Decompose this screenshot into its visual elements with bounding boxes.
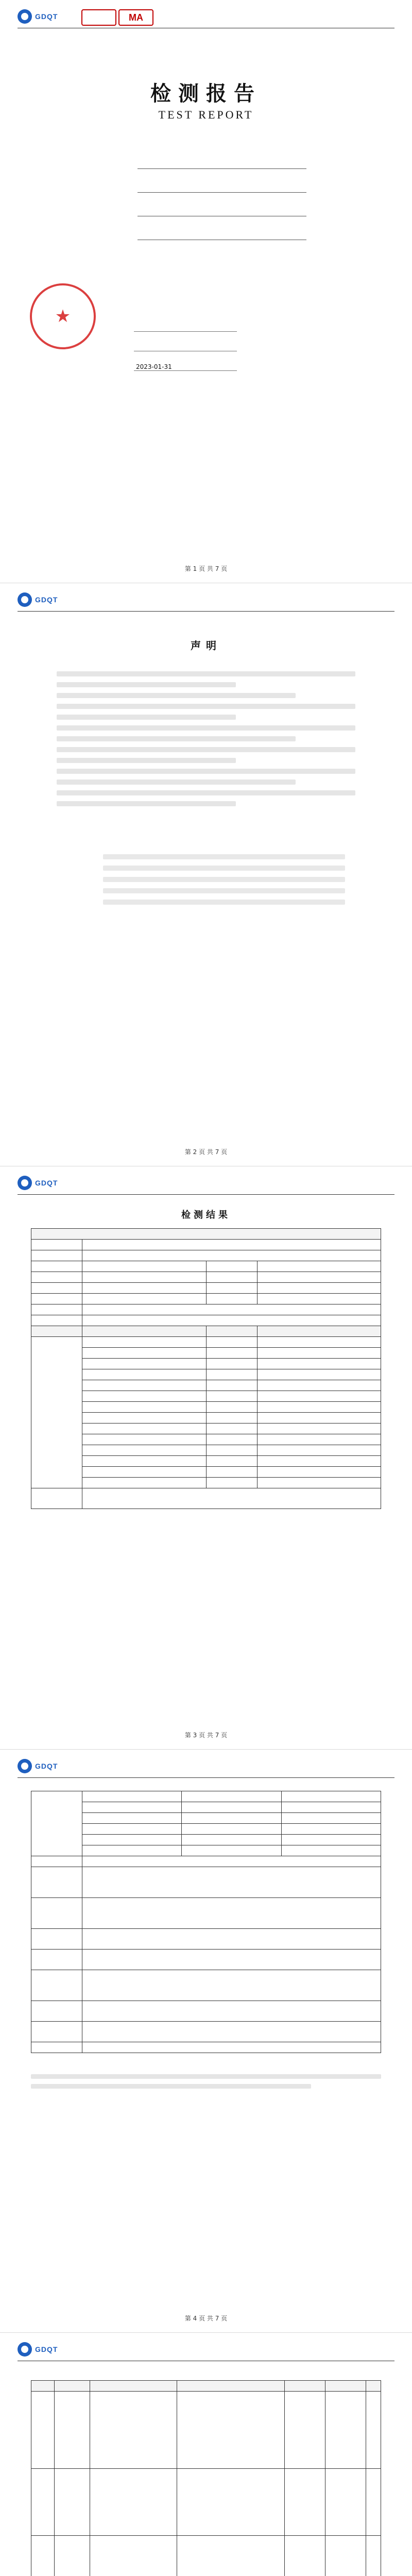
table-cell <box>82 1445 207 1456</box>
table-row <box>31 1456 381 1467</box>
table-cell <box>82 1240 381 1250</box>
field-value-line <box>138 182 306 193</box>
column-header <box>31 2381 55 2392</box>
table-cell <box>257 1402 381 1413</box>
company-logo <box>18 1176 79 1190</box>
table-cell <box>82 1283 207 1294</box>
table-cell <box>82 1348 207 1359</box>
field-value-line <box>138 206 306 216</box>
logo-mark-icon <box>18 9 32 24</box>
column-header <box>90 2381 177 2392</box>
table-cell <box>257 1359 381 1369</box>
certification-badge: MA <box>118 9 153 26</box>
table-row <box>31 1283 381 1294</box>
table-cell <box>257 1391 381 1402</box>
table-cell <box>82 1970 381 2001</box>
table-cell <box>206 1391 257 1402</box>
statement-title: 声明 <box>191 639 221 652</box>
signature-row <box>103 319 237 332</box>
table-cell <box>82 2001 381 2022</box>
table-cell <box>257 1423 381 1434</box>
table-row <box>31 1359 381 1369</box>
signature-line <box>134 322 237 332</box>
table-cell <box>82 1272 207 1283</box>
table-cell <box>82 1898 381 1929</box>
signature-row <box>103 339 237 351</box>
page-footer: 第 2 页 共 7 页 <box>184 1148 228 1156</box>
table-cell <box>257 1478 381 1488</box>
table-cell <box>82 1856 381 1867</box>
table-cell <box>206 1369 257 1380</box>
table-cell <box>281 1791 381 1802</box>
table-cell <box>182 1835 281 1845</box>
table-cell <box>206 1283 257 1294</box>
company-logo <box>18 1759 79 1773</box>
text-line <box>57 693 296 698</box>
table-cell <box>366 2392 381 2469</box>
table-cell <box>31 1488 82 1509</box>
table-cell <box>31 2042 82 2053</box>
field-value-line <box>138 229 306 240</box>
signature-block <box>103 319 237 378</box>
table-row <box>31 1304 381 1315</box>
text-line <box>31 2084 311 2089</box>
table-row <box>31 1835 381 1845</box>
header-divider <box>18 1777 394 1778</box>
signature-line <box>134 361 237 371</box>
table-cell <box>82 1824 182 1835</box>
table-row <box>31 2392 381 2469</box>
header-divider <box>18 1194 394 1195</box>
table-cell <box>177 2392 285 2469</box>
official-seal-icon: ★ <box>30 283 96 349</box>
text-line <box>57 682 236 687</box>
table-cell <box>82 1456 207 1467</box>
logo-mark-icon <box>18 592 32 607</box>
table-cell <box>82 1802 182 1813</box>
table-cell <box>325 2392 366 2469</box>
contact-row <box>57 874 345 885</box>
table-cell <box>325 2469 366 2536</box>
text-line <box>57 725 355 731</box>
certification-badge <box>81 9 116 26</box>
table-cell <box>31 1240 82 1250</box>
company-logo <box>18 592 79 607</box>
table-cell <box>281 1845 381 1856</box>
contact-row <box>57 896 345 908</box>
table-cell <box>257 1467 381 1478</box>
table-cell <box>257 1456 381 1467</box>
logo-mark-icon <box>18 1176 32 1190</box>
table-cell <box>82 1835 182 1845</box>
table-cell <box>177 2536 285 2576</box>
table-cell <box>82 1369 207 1380</box>
table-cell <box>82 1478 207 1488</box>
table-cell <box>82 1315 381 1326</box>
table-cell <box>257 1283 381 1294</box>
table-cell <box>257 1445 381 1456</box>
table-row <box>31 1261 381 1272</box>
cover-title: 检测报告 <box>150 82 262 106</box>
contact-row <box>57 862 345 874</box>
text-line <box>57 790 355 795</box>
table-cell <box>82 1467 207 1478</box>
table-cell <box>31 1250 82 1261</box>
column-header <box>55 2381 90 2392</box>
table-cell <box>281 1835 381 1845</box>
table-row <box>31 1402 381 1413</box>
table-cell <box>82 2022 381 2042</box>
table-cell <box>31 2022 82 2042</box>
table-cell <box>206 1456 257 1467</box>
table-cell <box>31 1867 82 1898</box>
table-row <box>31 1240 381 1250</box>
issue-date: 2023-01-31 <box>136 363 172 370</box>
table-cell <box>257 1326 381 1337</box>
table-cell <box>31 1326 82 1337</box>
table-row <box>31 1970 381 2001</box>
table-cell <box>82 1488 381 1509</box>
text-line <box>57 769 355 774</box>
table-cell <box>206 1326 257 1337</box>
table-cell <box>257 1413 381 1423</box>
table-row <box>31 1867 381 1898</box>
table-cell <box>90 2469 177 2536</box>
table-cell <box>31 1272 82 1283</box>
contact-value <box>103 900 345 905</box>
table-cell <box>182 1791 281 1802</box>
table-cell <box>182 1813 281 1824</box>
page-footer: 第 1 页 共 7 页 <box>184 565 228 572</box>
table-cell <box>31 2001 82 2022</box>
logo-wordmark: GDQT <box>35 12 58 21</box>
table-cell <box>82 2042 381 2053</box>
text-line <box>57 758 236 763</box>
table-row <box>31 1294 381 1304</box>
table-cell <box>55 2536 90 2576</box>
table-row <box>31 1929 381 1950</box>
table-cell <box>206 1337 257 1348</box>
cover-field-row <box>90 178 306 193</box>
table-cell <box>82 1294 207 1304</box>
table-cell <box>206 1272 257 1283</box>
table-cell <box>366 2469 381 2536</box>
table-cell <box>257 1369 381 1380</box>
text-line <box>57 747 355 752</box>
table-cell <box>31 1898 82 1929</box>
table-cell <box>182 1845 281 1856</box>
table-row <box>31 1380 381 1391</box>
logo-wordmark: GDQT <box>35 1762 58 1770</box>
table-row <box>31 1326 381 1337</box>
field-value-line <box>138 158 306 169</box>
table-cell <box>90 2536 177 2576</box>
page-2 <box>0 583 412 1166</box>
table-cell <box>177 2469 285 2536</box>
table-row <box>31 2469 381 2536</box>
table-cell <box>82 1402 207 1413</box>
table-cell <box>31 1294 82 1304</box>
table-cell <box>82 1950 381 1970</box>
table-cell <box>206 1413 257 1423</box>
table-cell <box>31 1283 82 1294</box>
table-cell <box>82 1813 182 1824</box>
contact-value <box>103 866 345 871</box>
header-divider <box>18 611 394 612</box>
equipment-table <box>31 1791 381 2053</box>
table-cell <box>182 1824 281 1835</box>
table-row <box>31 1950 381 1970</box>
table-cell <box>31 1304 82 1315</box>
table-row <box>31 2042 381 2053</box>
table-cell <box>281 1802 381 1813</box>
table-row <box>31 1445 381 1456</box>
table-row <box>31 1229 381 1240</box>
table-cell <box>82 1359 207 1369</box>
cover-subtitle: TEST REPORT <box>158 108 254 121</box>
table-cell <box>206 1445 257 1456</box>
table-cell <box>31 1950 82 1970</box>
results-table <box>31 1228 381 1509</box>
table-cell <box>257 1294 381 1304</box>
table-cell <box>285 2536 325 2576</box>
contact-value <box>103 888 345 893</box>
table-cell <box>31 1337 82 1488</box>
table-cell <box>82 1867 381 1898</box>
table-cell <box>206 1423 257 1434</box>
table-cell <box>257 1337 381 1348</box>
table-row <box>31 2001 381 2022</box>
table-row <box>31 1467 381 1478</box>
table-row <box>31 1413 381 1423</box>
column-header <box>285 2381 325 2392</box>
column-header <box>177 2381 285 2392</box>
company-logo <box>18 2342 79 2357</box>
table-cell <box>82 1304 381 1315</box>
logo-wordmark: GDQT <box>35 2345 58 2353</box>
table-row <box>31 2536 381 2576</box>
table-row <box>31 1250 381 1261</box>
logo-wordmark: GDQT <box>35 1179 58 1187</box>
table-cell <box>206 1434 257 1445</box>
logo-mark-icon <box>18 1759 32 1773</box>
table-cell <box>366 2536 381 2576</box>
text-line <box>57 779 296 785</box>
table-cell <box>257 1380 381 1391</box>
cover-field-list <box>90 155 306 249</box>
logo-mark-icon <box>18 2342 32 2357</box>
results-detail-table <box>31 2380 381 2576</box>
company-logo <box>18 9 79 24</box>
table-header-row <box>31 2381 381 2392</box>
table-cell <box>31 1261 82 1272</box>
contact-row <box>57 885 345 896</box>
table-row <box>31 1272 381 1283</box>
notes-block <box>31 2069 381 2094</box>
page-footer: 第 3 页 共 7 页 <box>184 1732 228 1739</box>
table-cell <box>82 1250 381 1261</box>
table-cell <box>55 2392 90 2469</box>
column-header <box>366 2381 381 2392</box>
contact-value <box>103 877 345 882</box>
table-row <box>31 1391 381 1402</box>
table-row <box>31 1898 381 1929</box>
text-line <box>31 2074 381 2079</box>
contact-row <box>57 851 345 862</box>
table-row <box>31 1802 381 1813</box>
table-cell <box>257 1434 381 1445</box>
table-row <box>31 1488 381 1509</box>
page-footer: 第 4 页 共 7 页 <box>184 2315 228 2322</box>
table-cell <box>206 1294 257 1304</box>
table-row <box>31 1423 381 1434</box>
page-5 <box>0 2333 412 2576</box>
results-title: 检测结果 <box>181 1210 231 1221</box>
table-row <box>31 1434 381 1445</box>
page-1 <box>0 0 412 583</box>
column-header <box>325 2381 366 2392</box>
table-cell <box>31 1856 82 1867</box>
table-cell <box>82 1391 207 1402</box>
text-line <box>57 704 355 709</box>
table-cell <box>257 1272 381 1283</box>
table-cell <box>325 2536 366 2576</box>
table-cell <box>82 1929 381 1950</box>
page-3 <box>0 1166 412 1749</box>
table-cell <box>31 2536 55 2576</box>
table-row <box>31 2022 381 2042</box>
table-cell <box>82 1423 207 1434</box>
contact-value <box>103 854 345 859</box>
table-cell <box>82 1434 207 1445</box>
table-cell <box>31 2392 55 2469</box>
table-row <box>31 1791 381 1802</box>
table-cell <box>82 1413 207 1423</box>
table-cell <box>31 1791 82 1856</box>
logo-wordmark: GDQT <box>35 596 58 604</box>
table-row <box>31 1813 381 1824</box>
table-row <box>31 1856 381 1867</box>
statement-paragraphs <box>57 666 355 812</box>
table-cell <box>182 1802 281 1813</box>
table-row <box>31 1845 381 1856</box>
table-row <box>31 1369 381 1380</box>
table-cell <box>285 2392 325 2469</box>
table-cell <box>206 1380 257 1391</box>
table-cell <box>31 1315 82 1326</box>
table-cell <box>82 1791 182 1802</box>
table-row <box>31 1348 381 1359</box>
table-cell <box>31 1970 82 2001</box>
table-cell <box>31 1229 381 1240</box>
table-cell <box>206 1348 257 1359</box>
cover-field-row <box>90 155 306 169</box>
text-line <box>57 801 236 806</box>
table-cell <box>31 1929 82 1950</box>
table-cell <box>82 1337 207 1348</box>
text-line <box>57 715 236 720</box>
table-cell <box>206 1261 257 1272</box>
signature-line <box>134 342 237 351</box>
table-row <box>31 1824 381 1835</box>
table-row <box>31 1315 381 1326</box>
text-line <box>57 736 296 741</box>
table-cell <box>285 2469 325 2536</box>
page-4 <box>0 1750 412 2332</box>
table-cell <box>55 2469 90 2536</box>
table-cell <box>206 1478 257 1488</box>
table-cell <box>281 1813 381 1824</box>
cover-field-row <box>90 226 306 240</box>
signature-row <box>103 359 237 371</box>
cover-field-row <box>90 202 306 216</box>
table-row <box>31 1337 381 1348</box>
table-cell <box>31 2469 55 2536</box>
table-row <box>31 1478 381 1488</box>
table-cell <box>206 1402 257 1413</box>
table-cell <box>82 1326 207 1337</box>
table-cell <box>257 1348 381 1359</box>
table-cell <box>281 1824 381 1835</box>
table-cell <box>82 1380 207 1391</box>
text-line <box>57 671 355 676</box>
table-cell <box>90 2392 177 2469</box>
table-cell <box>206 1467 257 1478</box>
table-cell <box>206 1359 257 1369</box>
table-cell <box>82 1845 182 1856</box>
contact-information <box>57 851 345 908</box>
table-cell <box>257 1261 381 1272</box>
table-cell <box>82 1261 207 1272</box>
